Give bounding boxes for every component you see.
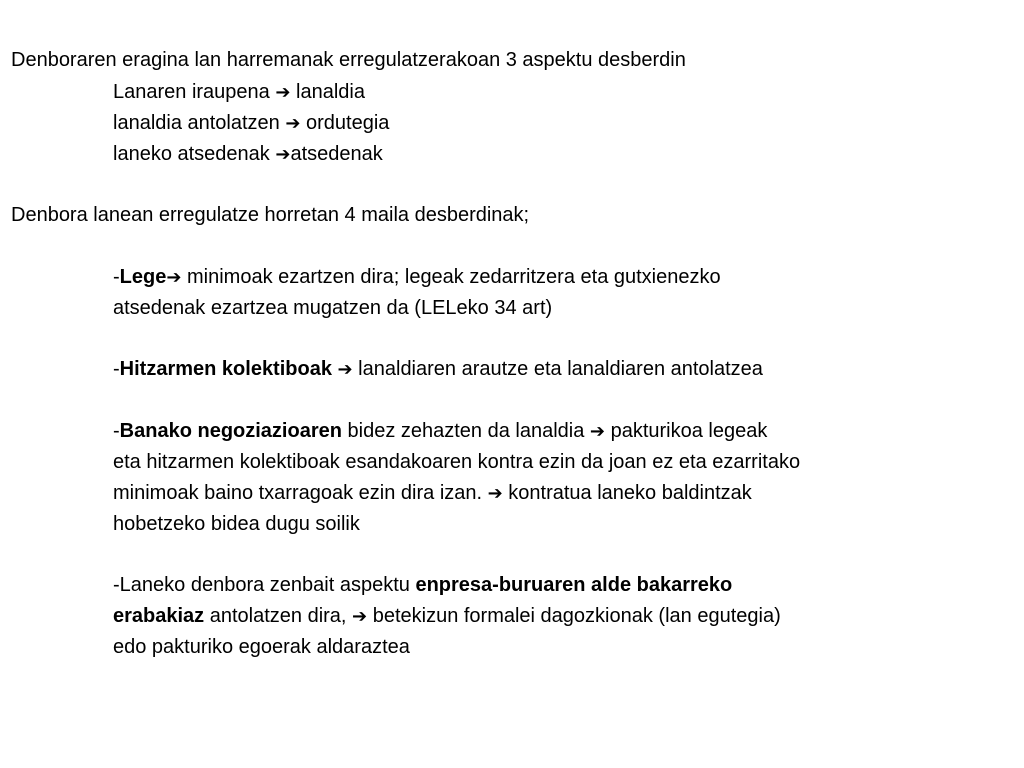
hitzarmen-text: lanaldiaren arautze eta lanaldiaren antolatzea: [352, 358, 763, 380]
banako-line-4: hobetzeko bidea dugu soilik: [113, 513, 360, 535]
aspect-item-3-right: atsedenak: [290, 143, 383, 165]
section2-heading: Denbora lanean erregulatze horretan 4 maila desberdinak;: [11, 204, 530, 226]
aspect-item-1: [113, 80, 365, 105]
lege-term: Lege: [119, 266, 167, 288]
banako-term: Banako negoziazioaren: [119, 420, 342, 442]
banako-text-end: pakturikoa legeak: [605, 420, 768, 442]
arrow-right-icon: ➔: [337, 359, 353, 380]
laneko-line-1: [113, 573, 732, 597]
laneko-line-3: edo pakturiko egoerak aldaraztea: [113, 636, 410, 658]
laneko-bold-1: enpresa-buruaren alde bakarreko: [415, 574, 733, 596]
bullet-dash: -: [113, 420, 120, 442]
lege-text: minimoak ezartzen dira; legeak zedarritzera eta gutxienezko: [181, 266, 721, 288]
laneko-text-mid: antolatzen dira,: [204, 605, 353, 627]
hitzarmen-line: [113, 357, 763, 382]
laneko-line-2: [113, 604, 781, 629]
aspect-item-2-right: ordutegia: [306, 112, 390, 134]
arrow-right-icon: ➔: [275, 144, 291, 165]
aspect-item-1-left: Lanaren iraupena: [113, 81, 270, 103]
laneko-text-end: betekizun formalei dagozkionak (lan egutegia): [367, 605, 781, 627]
banako-line-3: [113, 481, 752, 506]
banako-text-start: minimoak baino txarragoak ezin dira izan.: [113, 482, 488, 504]
banako-text-mid: bidez zehazten da lanaldia: [341, 420, 590, 442]
banako-line-2: eta hitzarmen kolektiboak esandakoaren kontra ezin da joan ez eta ezarritako: [113, 451, 801, 473]
arrow-right-icon: ➔: [275, 82, 291, 103]
hitzarmen-term: Hitzarmen kolektiboak: [119, 358, 332, 380]
arrow-right-icon: ➔: [285, 113, 301, 134]
aspect-item-3-left: laneko atsedenak: [113, 143, 270, 165]
aspect-item-2: [113, 111, 389, 136]
lege-line-2: atsedenak ezartzea mugatzen da (LELeko 34 art): [113, 297, 553, 319]
aspect-item-3: [113, 142, 383, 167]
arrow-right-icon: ➔: [352, 606, 368, 627]
aspect-item-2-left: lanaldia antolatzen: [113, 112, 280, 134]
lege-line-1: [113, 265, 721, 290]
banako-line-1: [113, 419, 767, 444]
bullet-dash: -: [113, 358, 120, 380]
aspect-item-1-right: lanaldia: [296, 81, 365, 103]
arrow-right-icon: ➔: [166, 267, 182, 288]
arrow-right-icon: ➔: [589, 421, 606, 442]
section1-heading: Denboraren eragina lan harremanak erregulatzerakoan 3 aspektu desberdin: [11, 49, 686, 71]
bullet-dash: -: [113, 266, 120, 288]
laneko-bold-2: erabakiaz: [113, 605, 205, 627]
arrow-right-icon: ➔: [487, 483, 503, 504]
laneko-text-start: -Laneko denbora zenbait aspektu: [113, 574, 416, 596]
banako-text-tail: kontratua laneko baldintzak: [502, 482, 752, 504]
